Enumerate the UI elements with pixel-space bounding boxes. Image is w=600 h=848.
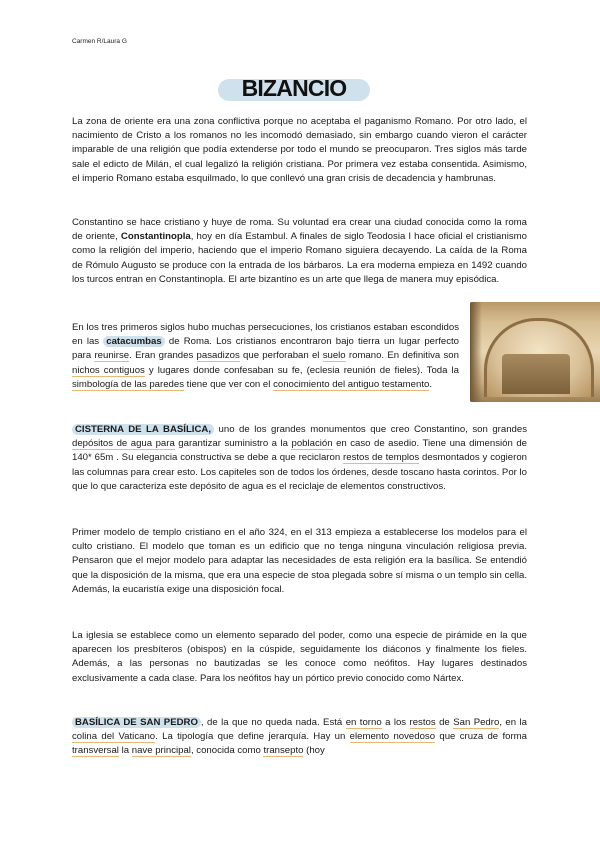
heading-cisterna: CISTERNA DE LA BASÍLICA,: [72, 424, 214, 435]
underlined-term: nave principal: [131, 745, 191, 757]
text-segment: , en la: [499, 717, 527, 728]
catacomb-photo: [470, 302, 600, 402]
paragraph-iglesia: La iglesia se establece como un elemento separado del poder, como una especie de pirámide en la que aparecen los presbíteros (obispos) en la cúspide, seguidamente los diáconos y finalmente los fieles. Además, a las personas no bautizadas se les conoce como neófitos. Hay lugares destinados exclusivamente a cada clase. Para los neófitos hay un pórtico previo conocido como Nártex.: [72, 630, 527, 684]
text-segment: Constantino se hace cristiano y huye de roma. Su voluntad era crear una ciudad conocida como la roma de oriente,: [72, 217, 527, 243]
text-segment: .: [429, 378, 433, 390]
author-header: Carmen R/Laura G: [72, 38, 127, 45]
underlined-term: suelo: [322, 350, 346, 362]
paragraph-templo: Primer modelo de templo cristiano en el año 324, en el 313 empieza a establecerse los modelos para el culto cristiano. El modelo que toman es un edificio que no tenga ninguna vinculación religiosa previa. Pensaron que el mejor modelo para adaptar las necesidades de esta religión era la basílica. Se entendió que la disposición de la misma, que era una especie de stoa plegada sobre sí misma o un templo sin cella. Además, la eucaristía exige una disposición focal.: [72, 527, 527, 595]
keyword-catacumbas: catacumbas: [103, 336, 164, 347]
text-segment: tiene que ver con el: [184, 378, 274, 390]
underlined-term: colina del Vaticano: [72, 731, 156, 743]
text-segment: que cruza de forma: [435, 731, 527, 743]
underlined-term: elemento novedoso: [349, 731, 436, 743]
underlined-term: transepto: [263, 745, 304, 757]
paragraph-catacumbas: [72, 321, 459, 392]
underlined-term: restos: [409, 717, 436, 728]
underlined-term: depósitos de agua para: [72, 438, 175, 450]
underlined-term: simbología de las paredes: [72, 378, 184, 390]
text-segment: En los tres primeros siglos hubo muchas persecuciones, los cristianos estaban escondidos en las: [72, 322, 459, 348]
text-segment: de Roma. Los cristianos encontraron bajo tierra un lugar perfecto para: [72, 336, 459, 362]
text-segment: de: [435, 717, 454, 728]
underlined-term: nichos contiguos: [72, 364, 145, 376]
underlined-term: conocimiento del antiguo testamento: [273, 378, 430, 390]
heading-san-pedro: BASÍLICA DE SAN PEDRO: [72, 717, 201, 728]
photo-niche: [502, 354, 570, 394]
text-segment: la: [118, 745, 132, 757]
text-segment: garantizar suministro a la: [174, 438, 292, 450]
paragraph-intro: La zona de oriente era una zona conflictiva porque no aceptaba el paganismo Romano. Por otro lado, el nacimiento de Cristo a los romanos no les incomodó demasiado, sin embargo cuando vieron el carácter imparable de una religión que podía extenderse por todo el mundo se preocuparon. Tres siglos más tarde sale el edicto de Milán, el cual legalizó la religión cristiana. Por primera vez estaba consentida. Asimismo, el imperio Romano estaba esquilmado, lo que conllevó una gran crisis de decadencia y hambrunas.: [72, 116, 527, 184]
underlined-term: reunirse: [94, 350, 130, 362]
text-segment: y lugares donde confesaban su fe, (eclesia reunión de fieles). Toda la: [144, 364, 459, 376]
text-segment: a los: [381, 717, 410, 728]
underlined-term: en torno: [345, 717, 382, 728]
underlined-term: población: [291, 438, 333, 450]
paragraph-san-pedro: [72, 716, 527, 759]
underlined-term: San Pedro: [453, 717, 500, 728]
paragraph-cisterna: [72, 423, 527, 494]
text-segment: uno de los grandes monumentos que creo Constantino, son grandes: [214, 424, 528, 435]
text-segment: en caso de asedio. Tiene una dimensión de 140* 65m . Su elegancia constructiva se debe a que reciclaron: [72, 438, 527, 464]
text-segment: , hoy en día Estambul. A finales de siglo Teodosia I hace oficial el cristianismo como la religión del imperio, haciendo que el imperio Romano siguiera decayendo. La caída de la Roma de Rómulo Augusto se produce con la entrada de los bárbaros. La era moderna empieza en 1492 cuando los turcos entran en Constantinopla. El arte bizantino es un arte que llega de manera muy episódica.: [72, 231, 527, 285]
text-segment: . Eran grandes: [129, 350, 197, 362]
text-segment: que perforaban el: [239, 350, 323, 362]
keyword-constantinopla: Constantinopla: [120, 231, 191, 243]
text-segment: romano. En definitiva son: [345, 350, 459, 362]
underlined-term: restos de templos: [343, 452, 420, 464]
text-segment: desmontados y cogieron las columnas para crear esto. Los capiteles son de todos los órdenes, desde toscano hasta corintos. Por lo que lo que caracteriza este depósito de agua es el reciclaje de elementos constructivos.: [72, 452, 527, 492]
text-segment: . La tipología que define jerarquía. Hay un: [155, 731, 350, 743]
text-segment: , de la que no queda nada. Está: [200, 717, 346, 728]
photo-shadow: [470, 302, 482, 402]
underlined-term: transversal: [72, 745, 119, 757]
paragraph-constantino: [72, 216, 527, 287]
text-segment: (hoy: [303, 745, 325, 757]
title-block: [218, 75, 370, 101]
page-title: BIZANCIO: [241, 75, 347, 101]
text-segment: , conocida como: [190, 745, 264, 757]
underlined-term: pasadizos: [196, 350, 240, 362]
